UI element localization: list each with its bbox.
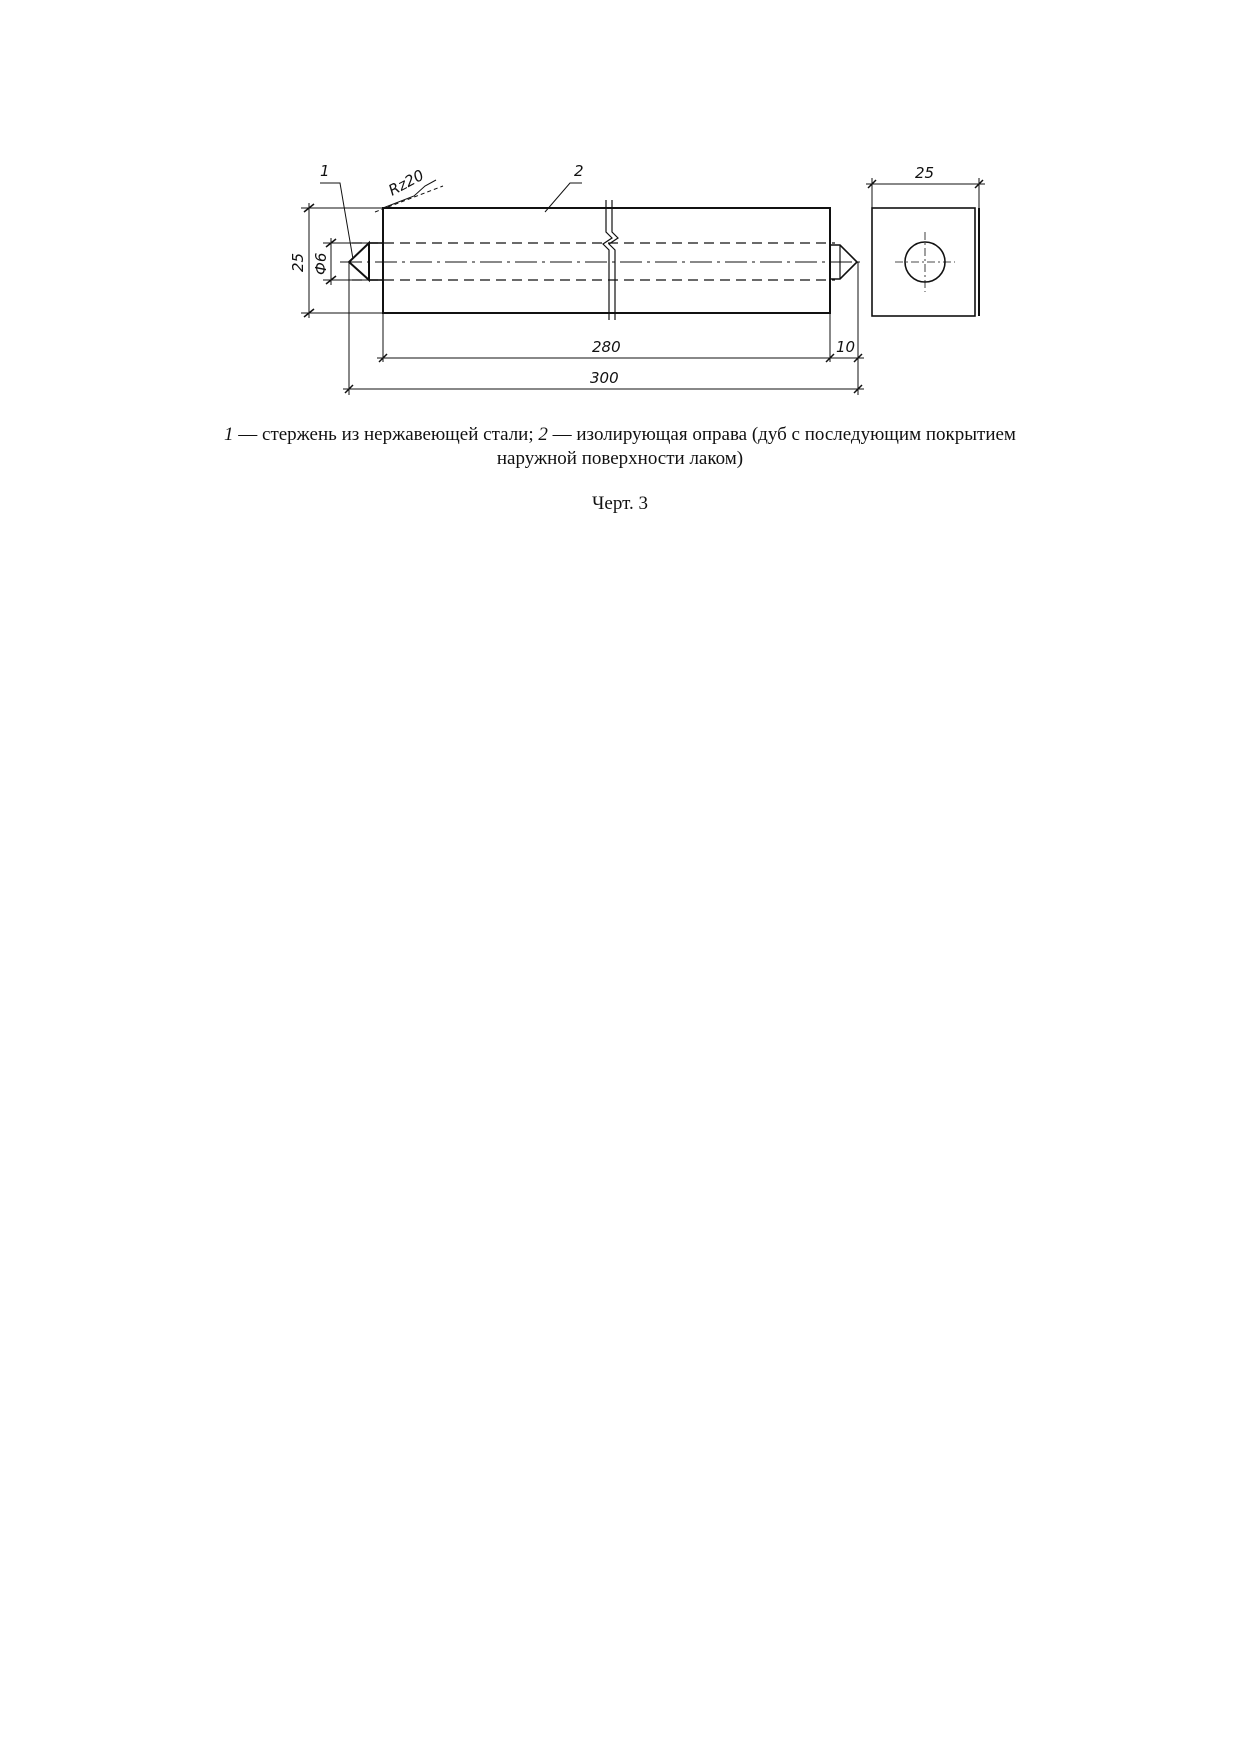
leader-part-1 bbox=[320, 183, 353, 259]
technical-drawing bbox=[0, 0, 1240, 420]
label-dim-280: 280 bbox=[592, 338, 621, 356]
label-dim-height: 25 bbox=[289, 252, 307, 272]
break-line bbox=[603, 200, 612, 320]
caption-text-2: — изолирующая оправа (дуб с последующим покрытием наружной поверхности лаком) bbox=[496, 424, 1016, 469]
break-line bbox=[609, 200, 618, 320]
label-dim-10: 10 bbox=[836, 338, 856, 356]
label-dim-diameter: Ф6 bbox=[312, 252, 330, 275]
figure-label: Черт. 3 bbox=[592, 493, 648, 514]
label-dim-end-width: 25 bbox=[915, 164, 935, 182]
figure-caption bbox=[200, 423, 1040, 471]
caption-text-1: — стержень из нержавеющей стали; bbox=[233, 424, 539, 445]
caption-num-2: 2 bbox=[538, 424, 548, 445]
label-part-2: 2 bbox=[574, 162, 584, 180]
label-part-1: 1 bbox=[320, 162, 330, 180]
label-dim-300: 300 bbox=[590, 369, 619, 387]
caption-num-1: 1 bbox=[224, 424, 234, 445]
label-roughness: Rz20 bbox=[385, 166, 427, 200]
